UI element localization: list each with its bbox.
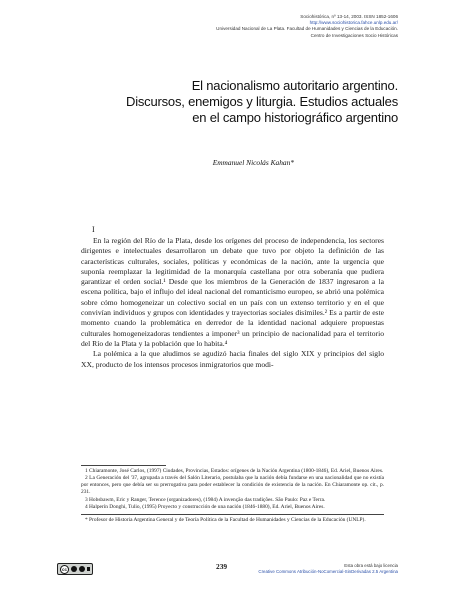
university-line: Universidad Nacional de La Plata. Facultad de Humanidades y Ciencias de la Educación.: [216, 26, 398, 32]
footnotes: [81, 465, 384, 524]
nc-icon: [79, 566, 85, 572]
page-number: 239: [216, 562, 228, 571]
by-icon: [71, 566, 77, 572]
footnote-divider: [81, 465, 166, 466]
nd-icon: [87, 567, 90, 571]
journal-header: [216, 14, 398, 39]
footnote-3: 3 Hobsbawm, Eric y Ranger, Terence (organizadores), (1984) A invenção das tradições. São Paulo: Paz e Terra.: [85, 496, 326, 503]
title-line-1: El nacionalismo autoritario argentino.: [191, 78, 398, 93]
article-body: [81, 236, 384, 370]
cc-logo-icon: cc: [61, 566, 67, 572]
author-affiliation-note: * Profesor de Historia Argentina General y de Teoría Política de la Facultad de Humanidades y Ciencias de la Educación (UNLP).: [81, 514, 384, 524]
license-line: Esta obra está bajo licencia: [344, 563, 398, 568]
footnote-1: 1 Chiaramonte, José Carlos, (1997) Ciudades, Provincias, Estados: orígenes de la Nación Argentina (1800-1846), Ed. Ariel, Buenos Aires.: [85, 468, 384, 474]
body-paragraph: En la región del Río de la Plata, desde los orígenes del proceso de independencia, los sectores dirigentes e intelectuales desarrollaron un debate que tuvo por objeto la definición de las características culturales, sociales, políticas y económicas de la nación, ante la urgencia que suponía reemplazar la legitimidad de la monarquía castellana por otra soberanía que pudiera garantizar el orden social.¹ Desde que los miembros de la Generación de 1837 ingresaron a la escena política, bajo el influjo del ideal nacional del romanticismo europeo, se abrió una polémica sobre cómo homogeneizar un colectivo social en un país con un extenso territorio y en el que convivían individuos y grupos con identidades y trayectorias sociales disímiles.² Es a partir de este momento cuando la problemática en derredor de la identidad nacional adquiere propuestas culturales homogeneizadoras tendientes a imponer³ un principio de nacionalidad para el territorio del Río de la Plata y la población que lo habita.⁴: [81, 236, 384, 348]
license-link[interactable]: Creative Commons Atribución-NoComercial-SinDerivadas 2.5 Argentina: [258, 569, 398, 574]
section-number: I: [92, 225, 95, 234]
footnote-4: 4 Halperín Donghi, Tulio, (1995) Proyecto y construcción de una nación (1846-1880), Ed. Ariel, Buenos Aires.: [85, 504, 325, 511]
article-title: [98, 78, 398, 126]
title-line-3: en el campo historiográfico argentino: [192, 110, 398, 125]
cc-by-nc-nd-icon[interactable]: [57, 563, 93, 575]
license-notice: [258, 563, 398, 575]
body-paragraph: La polémica a la que aludimos se agudizó hacia finales del siglo XIX y principios del siglo XX, producto de los intensos procesos inmigratorios que modi-: [81, 349, 384, 369]
journal-citation: Sociohistórica, nº 13-14, 2003. ISSN 1852-1606: [300, 14, 398, 19]
title-line-2: Discursos, enemigos y liturgia. Estudios actuales: [126, 94, 398, 109]
research-center-line: Centro de Investigaciones Socio Históricas: [310, 32, 398, 38]
article-author: Emmanuel Nicolás Kahan*: [212, 158, 294, 167]
footnote-2: 2 La Generación del '37, agrupada a través del Salón Literario, postulaba que la nación debía fundarse en una nacionalidad que no existía por entonces, pero que debía ser su prerrogativa para poder establecer la condición de existencia de la nación. En Chiaramonte op. cit., p. 231.: [81, 475, 384, 496]
journal-url-link[interactable]: http://www.sociohistorica.fahce.unlp.edu.ar/: [309, 20, 398, 26]
